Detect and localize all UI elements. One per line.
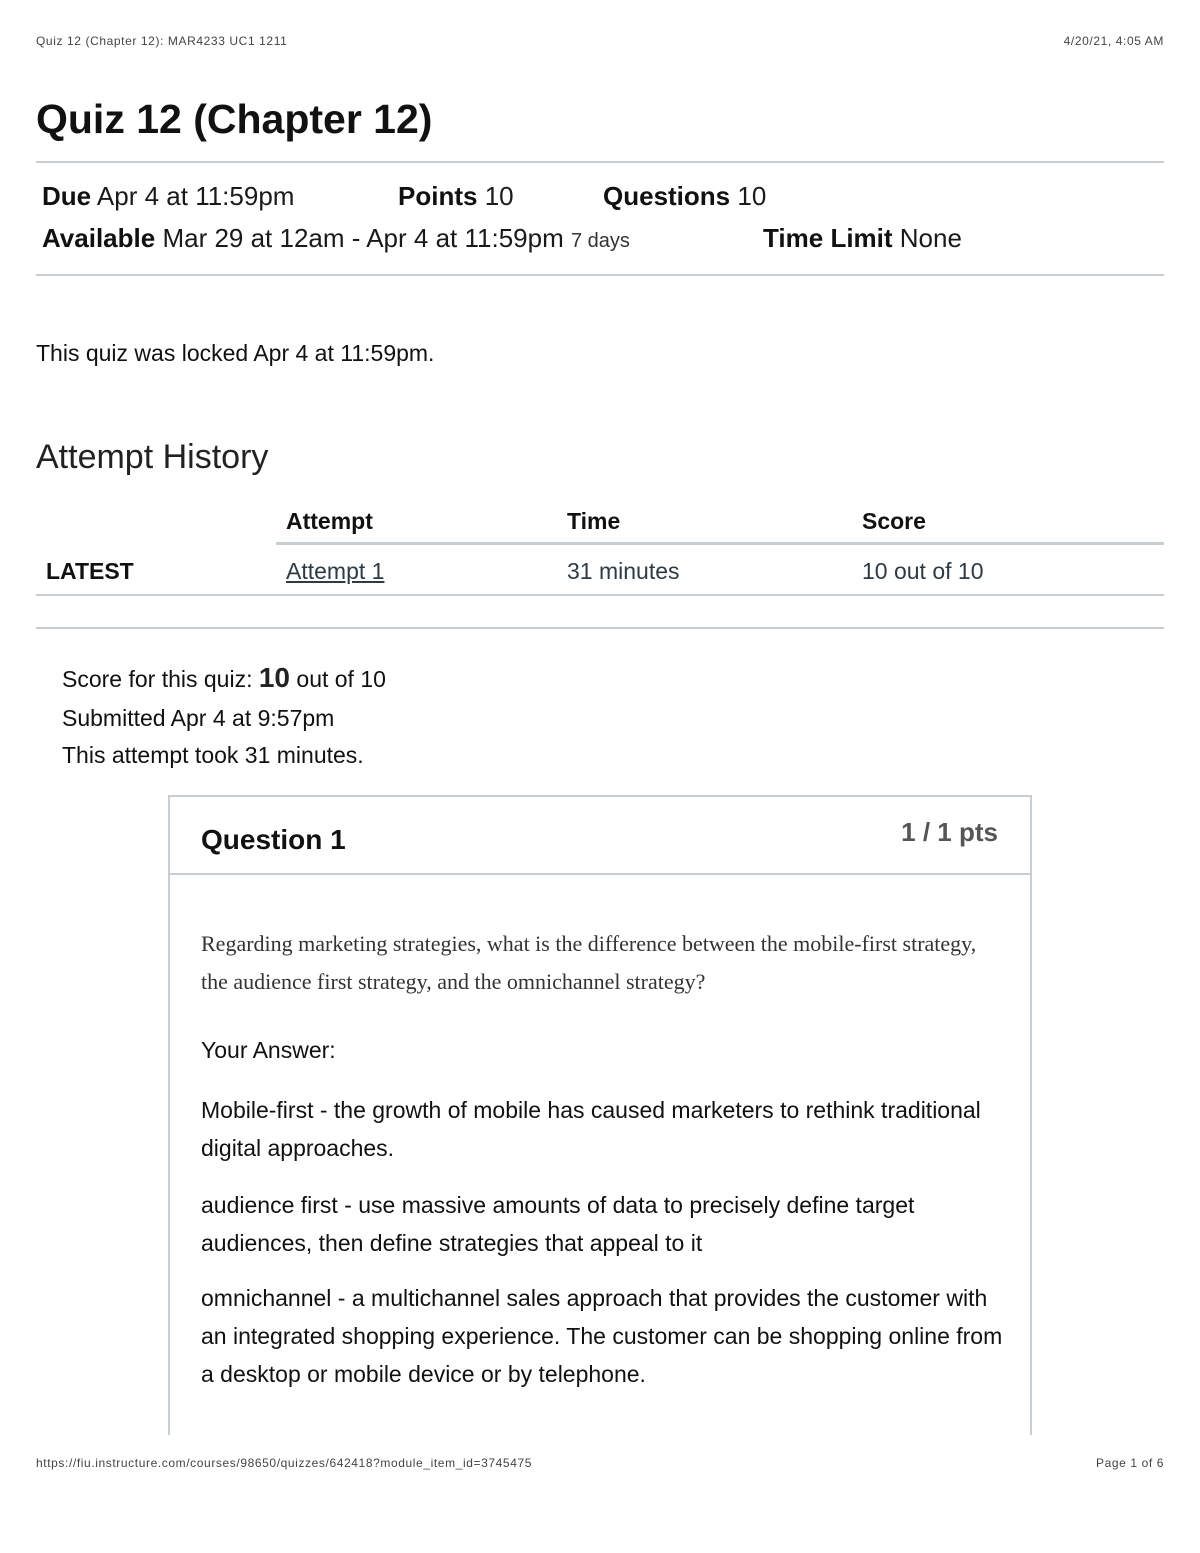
page-title: Quiz 12 (Chapter 12) xyxy=(36,96,433,142)
print-footer xyxy=(36,1456,1164,1472)
score-line xyxy=(62,662,386,694)
due-value: Apr 4 at 11:59pm xyxy=(96,181,295,211)
table-row xyxy=(36,544,1164,596)
available-duration: 7 days xyxy=(570,230,630,252)
history-divider xyxy=(36,627,1164,629)
question-card xyxy=(168,795,1032,1435)
points-value: 10 xyxy=(484,181,514,211)
answer-paragraph: audience first - use massive amounts of data to precisely define target audiences, then define strategies that appeal to it xyxy=(201,1192,915,1256)
details-divider xyxy=(36,274,1164,276)
score-prefix: Score for this quiz: xyxy=(62,666,253,692)
due-label: Due xyxy=(42,181,92,211)
available-detail xyxy=(42,223,630,254)
question-header xyxy=(170,797,1030,875)
available-value: Mar 29 at 12am - Apr 4 at 11:59pm xyxy=(162,223,564,253)
attempt-history-heading: Attempt History xyxy=(36,438,269,476)
print-header-timestamp: 4/20/21, 4:05 AM xyxy=(1063,34,1164,48)
print-header xyxy=(36,34,1164,50)
question-title: Question 1 xyxy=(201,824,346,855)
latest-label: LATEST xyxy=(46,558,134,584)
available-label: Available xyxy=(42,223,156,253)
print-header-title: Quiz 12 (Chapter 12): MAR4233 UC1 1211 xyxy=(36,34,288,48)
attempt-score: 10 out of 10 xyxy=(862,558,984,584)
points-label: Points xyxy=(398,181,478,211)
print-footer-url: https://fiu.instructure.com/courses/98650/quizzes/642418?module_item_id=3745475 xyxy=(36,1456,533,1470)
your-answer-label: Your Answer: xyxy=(201,1037,336,1063)
title-divider xyxy=(36,161,1164,163)
questions-detail xyxy=(603,181,766,212)
questions-label: Questions xyxy=(603,181,731,211)
print-footer-page-number: Page 1 of 6 xyxy=(1096,1456,1164,1470)
questions-value: 10 xyxy=(737,181,767,211)
answer-paragraph: omnichannel - a multichannel sales approach that provides the customer with an integrated shopping experience. The customer can be shopping online from a desktop or mobile device or by telephone. xyxy=(201,1285,1003,1387)
attempt-duration-text: This attempt took 31 minutes. xyxy=(62,742,364,768)
attempt-history-table xyxy=(36,500,1164,596)
attempt-1-link[interactable]: Attempt 1 xyxy=(286,558,385,584)
due-detail xyxy=(42,181,294,212)
column-header-attempt: Attempt xyxy=(286,508,373,534)
score-suffix: out of 10 xyxy=(296,666,386,692)
submitted-text: Submitted Apr 4 at 9:57pm xyxy=(62,705,335,731)
table-bottom-divider xyxy=(36,594,1164,596)
column-header-score: Score xyxy=(862,508,926,534)
time-limit-label: Time Limit xyxy=(763,223,893,253)
points-detail xyxy=(398,181,514,212)
locked-message: This quiz was locked Apr 4 at 11:59pm. xyxy=(36,340,435,366)
table-header-row xyxy=(36,500,1164,544)
attempt-time: 31 minutes xyxy=(567,558,680,584)
question-points: 1 / 1 pts xyxy=(901,817,998,847)
answer-paragraph: Mobile-first - the growth of mobile has caused marketers to rethink traditional digital approaches. xyxy=(201,1097,981,1161)
score-value: 10 xyxy=(258,662,291,693)
time-limit-value: None xyxy=(899,223,962,253)
question-text: Regarding marketing strategies, what is the difference between the mobile-first strategy, the audience first strategy, and the omnichannel strategy? xyxy=(201,931,977,994)
time-limit-detail xyxy=(763,223,962,254)
column-header-time: Time xyxy=(567,508,621,534)
